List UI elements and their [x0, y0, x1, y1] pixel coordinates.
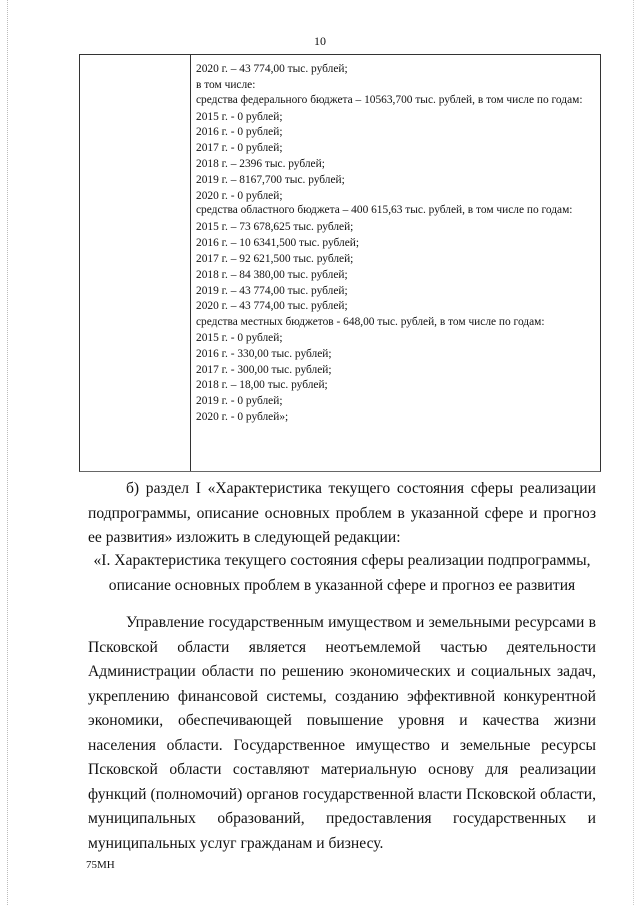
table-line: 2015 г. - 0 рублей;: [196, 110, 283, 123]
body-paragraph: Управление государственным имуществом и земельными ресурсами в Псковской области является неотъемлемой частью деятельности Администрации области по решению экономических и социальных задач, укреплению финансовой системы, созданию эффективной конкурентной экономики, обеспечивающей повышение уровня и качества жизни населения области. Государственное имущество и земельные ресурсы Псковской области составляют материальную основу для реализации функций (полномочий) органов государственной власти Псковской области, муниципальных образований, предоставления государственных и муниципальных услуг гражданам и бизнесу.: [88, 614, 596, 852]
table-line: средства местных бюджетов - 648,00 тыс. рублей, в том числе по годам:: [196, 316, 545, 329]
table-column-divider: [190, 55, 191, 471]
funding-table: [79, 54, 601, 472]
table-line: 2017 г. – 92 621,500 тыс. рублей;: [196, 252, 354, 265]
table-line: средства областного бюджета – 400 615,63 тыс. рублей, в том числе по годам:: [196, 204, 573, 217]
table-line: 2020 г. – 43 774,00 тыс. рублей;: [196, 300, 348, 313]
table-line: 2016 г. – 10 6341,500 тыс. рублей;: [196, 237, 360, 250]
table-line: 2018 г. – 2396 тыс. рублей;: [196, 157, 325, 170]
table-line: 2020 г. – 43 774,00 тыс. рублей;: [196, 63, 348, 75]
table-line: средства федерального бюджета – 10563,700 тыс. рублей, в том числе по годам:: [196, 93, 583, 106]
table-line: 2015 г. - 0 рублей;: [196, 331, 283, 344]
table-line: 2016 г. - 330,00 тыс. рублей;: [196, 347, 332, 360]
table-line: 2020 г. - 0 рублей»;: [196, 410, 289, 423]
table-line: 2019 г. – 43 774,00 тыс. рублей;: [196, 284, 348, 297]
table-line: 2019 г. - 0 рублей;: [196, 395, 283, 408]
table-line: в том числе:: [196, 78, 256, 91]
page-number: 10: [314, 34, 326, 48]
document-code: 75МН: [86, 859, 115, 871]
table-line: 2018 г. – 18,00 тыс. рублей;: [196, 379, 328, 392]
funding-table-cell: [196, 62, 598, 426]
scan-margin-right: [633, 0, 634, 905]
section-heading: «I. Характеристика текущего состояния сферы реализации подпрограммы, описание основных проблем в указанной сфере и прогноз ее развития: [93, 552, 591, 594]
table-line: 2020 г. - 0 рублей;: [196, 189, 283, 202]
amendment-paragraph: [88, 477, 596, 551]
table-line: 2017 г. - 300,00 тыс. рублей;: [196, 363, 332, 376]
table-line: 2016 г. - 0 рублей;: [196, 126, 283, 139]
scan-margin-left: [7, 0, 8, 905]
amendment-text: б) раздел I «Характеристика текущего состояния сферы реализации подпрограммы, описание основных проблем в указанной сфере и прогноз ее развития» изложить в следующей редакции:: [88, 480, 596, 546]
table-line: 2017 г. - 0 рублей;: [196, 142, 283, 155]
table-line: 2015 г. – 73 678,625 тыс. рублей;: [196, 221, 354, 234]
table-line: 2018 г. – 84 380,00 тыс. рублей;: [196, 268, 348, 281]
table-line: 2019 г. – 8167,700 тыс. рублей;: [196, 173, 345, 186]
